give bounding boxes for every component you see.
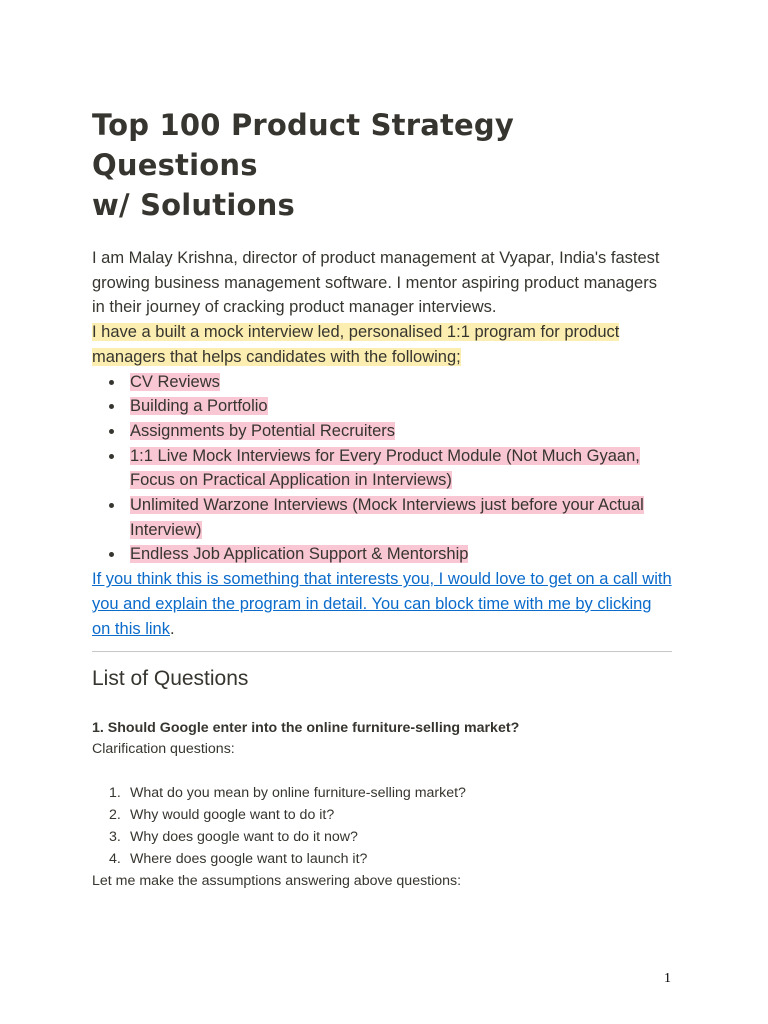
clarification-label: Clarification questions: — [92, 741, 235, 758]
question-title: 1. Should Google enter into the online furniture-selling market? — [92, 720, 520, 737]
title-line-2: w/ Solutions — [92, 188, 295, 222]
offer-item-job-support: Endless Job Application Support & Mentorship — [130, 542, 672, 567]
offer-item-assignments: Assignments by Potential Recruiters — [130, 419, 672, 444]
intro-paragraph: I am Malay Krishna, director of product management at Vyapar, India's fastest growing business management software. I mentor aspiring product managers in their journey of cracking product manager interviews. — [92, 249, 660, 317]
program-offer-list — [92, 370, 672, 568]
offer-item-warzone-interviews: Unlimited Warzone Interviews (Mock Interviews just before your Actual Interview) — [130, 493, 672, 542]
cta-paragraph — [92, 567, 672, 641]
booking-link[interactable]: If you think this is something that interests you, I would love to get on a call with you and explain the program in detail. You can block time with me by clicking on this link — [92, 570, 672, 638]
page-number: 1 — [664, 971, 671, 986]
section-divider — [92, 651, 672, 652]
offer-item-mock-interviews: 1:1 Live Mock Interviews for Every Product Module (Not Much Gyaan, Focus on Practical Application in Interviews) — [130, 444, 672, 493]
intro-section — [92, 246, 672, 641]
question-body — [92, 738, 672, 892]
document-page — [92, 105, 672, 892]
title-line-1: Top 100 Product Strategy Questions — [92, 108, 514, 182]
assumptions-intro: Let me make the assumptions answering above questions: — [92, 873, 462, 890]
offer-item-portfolio: Building a Portfolio — [130, 394, 672, 419]
clarification-list — [92, 782, 672, 870]
section-heading: List of Questions — [92, 667, 249, 691]
offer-item-cv-reviews: CV Reviews — [130, 370, 672, 395]
cta-trailing-period: . — [169, 619, 175, 638]
program-highlight-sentence — [92, 320, 672, 369]
clarification-item: 3. Why does google want to do it now? — [109, 829, 358, 846]
clarification-item: 2. Why would google want to do it? — [109, 807, 335, 824]
clarification-item: 4. Where does google want to launch it? — [109, 851, 368, 868]
clarification-item: 1. What do you mean by online furniture-selling market? — [109, 785, 466, 802]
yellow-highlight-text: I have a built a mock interview led, personalised 1:1 program for product managers that helps candidates with the following; — [92, 323, 620, 366]
document-title — [92, 105, 672, 225]
